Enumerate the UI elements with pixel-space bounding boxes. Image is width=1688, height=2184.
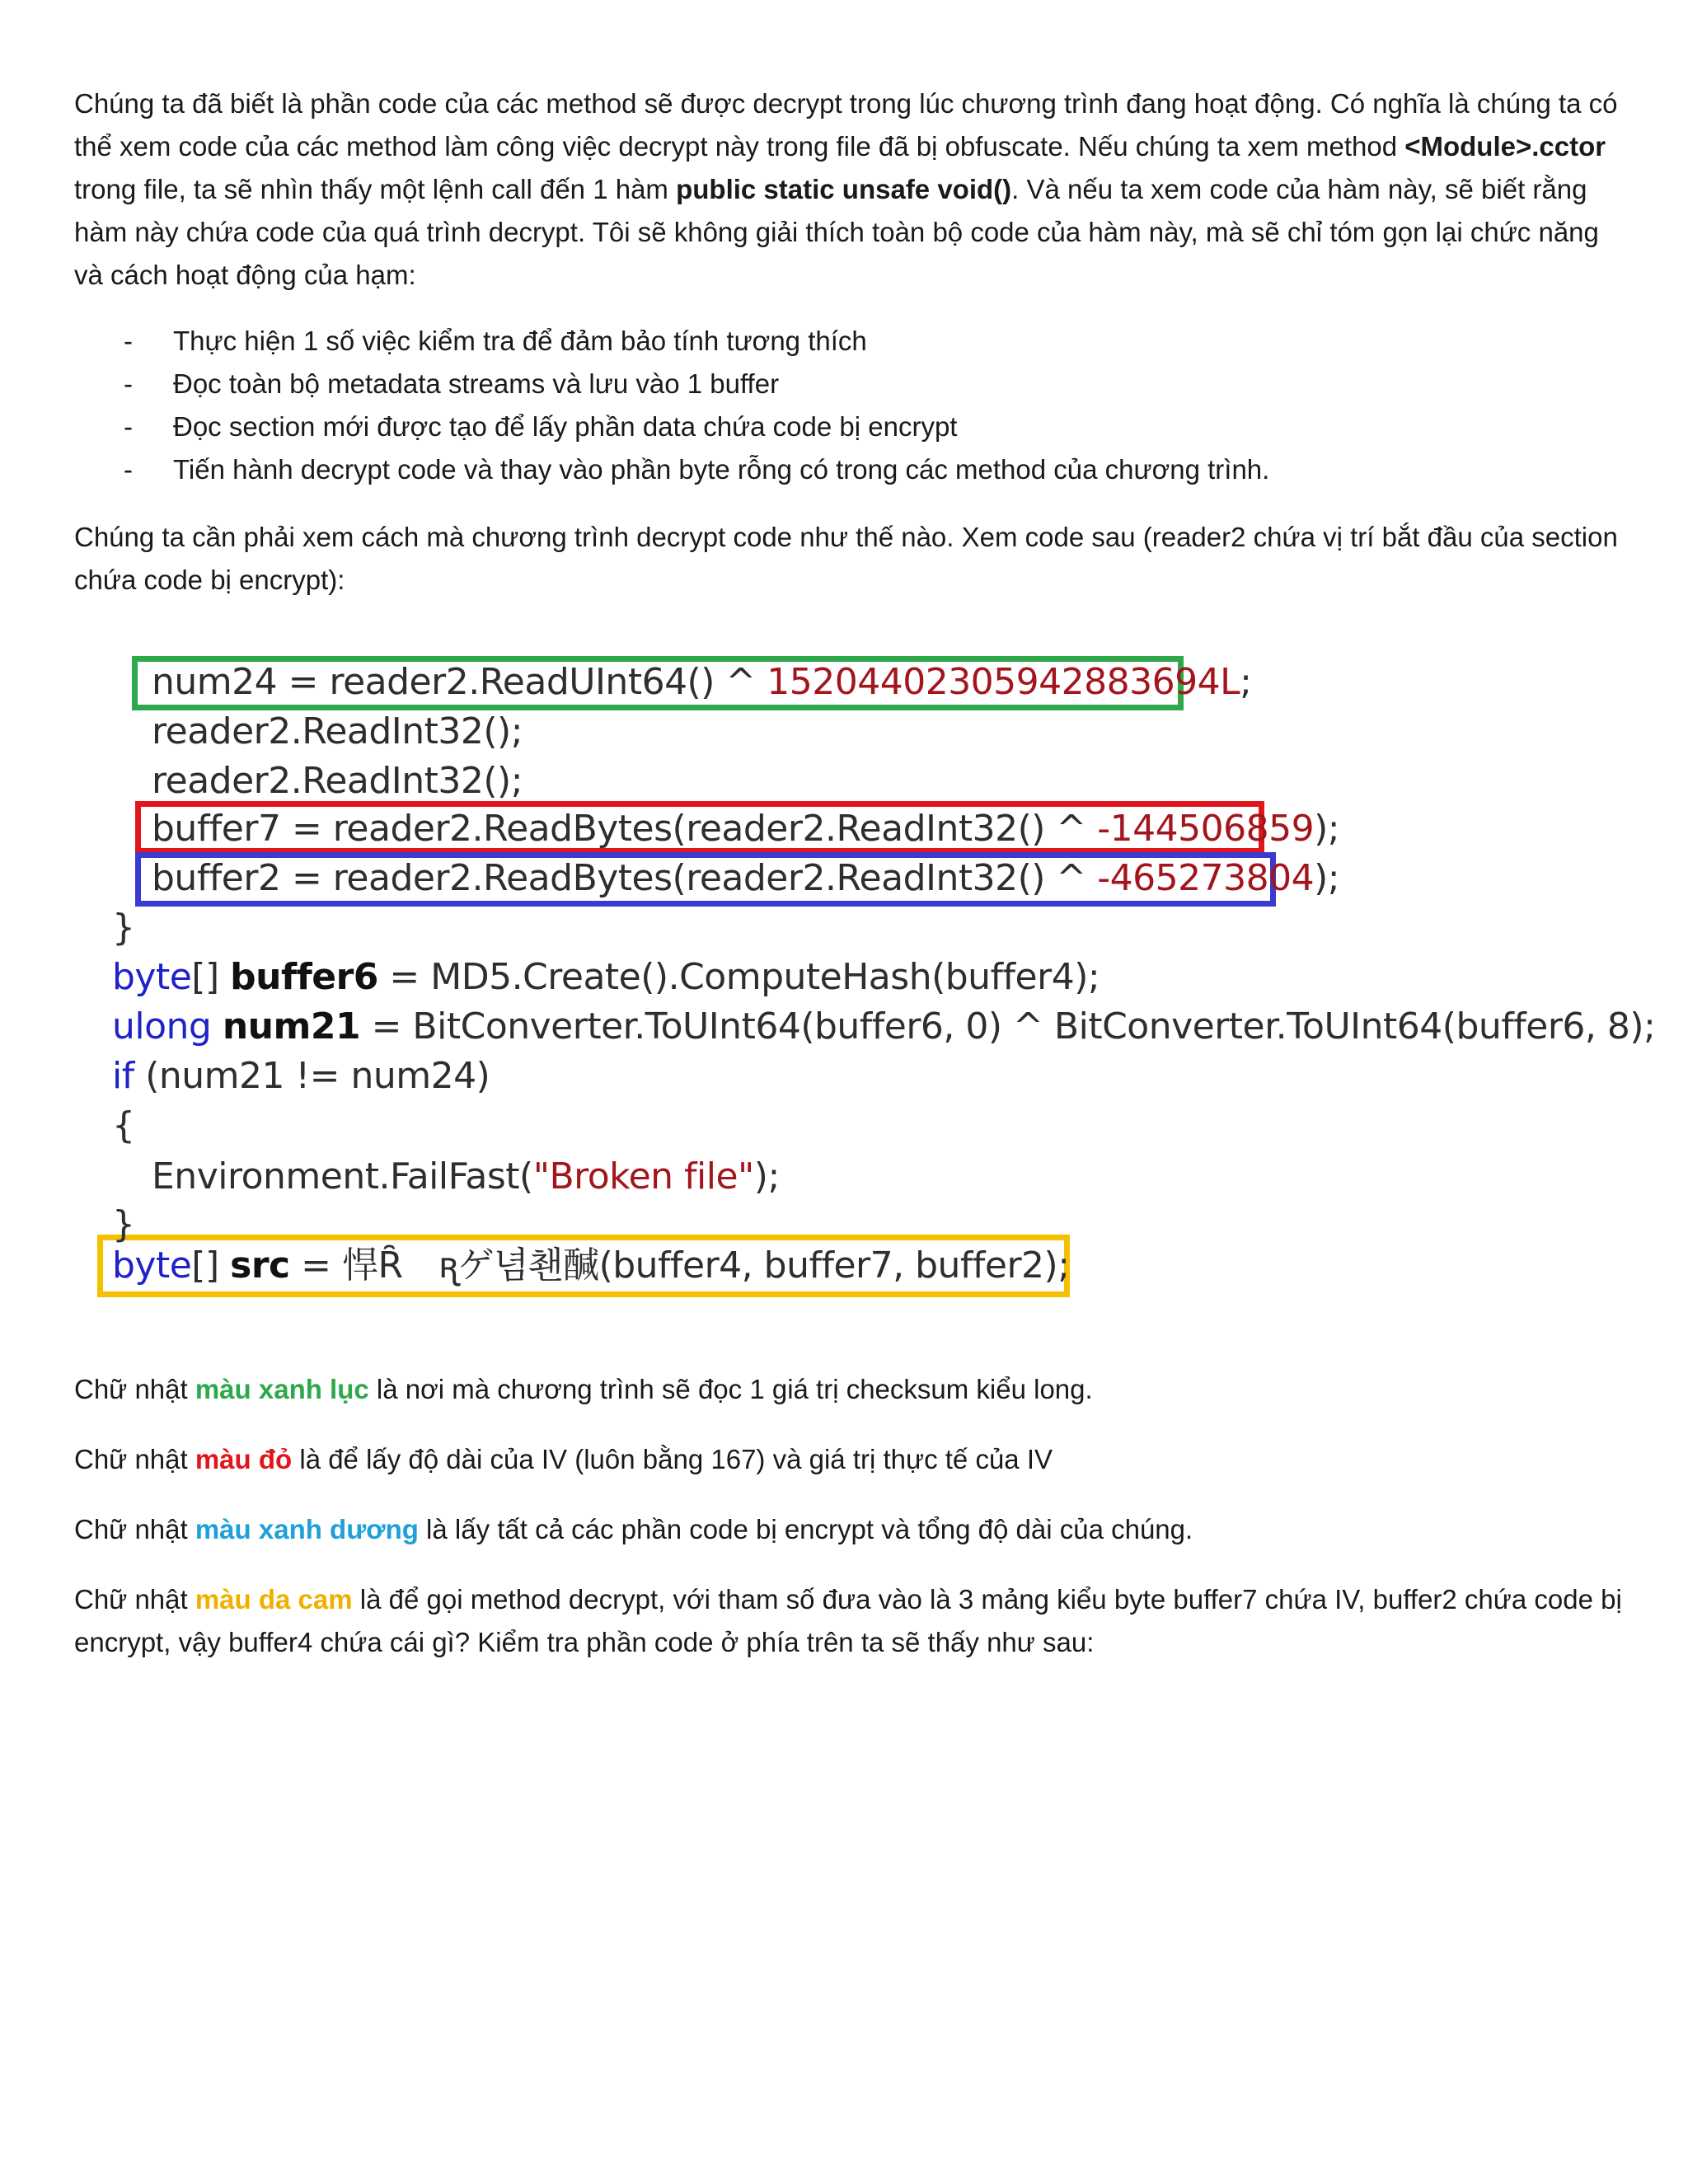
code-line-3: reader2.ReadInt32(); [152, 760, 523, 802]
note-blue: Chữ nhật màu xanh dương là lấy tất cả các phần code bị encrypt và tổng độ dài của chúng. [74, 1514, 1193, 1544]
code-line-11: Environment.FailFast("Broken file"); [152, 1155, 780, 1197]
highlight-orange-text: màu da cam [195, 1584, 353, 1615]
note-green: Chữ nhật màu xanh lục là nơi mà chương trình sẽ đọc 1 giá trị checksum kiểu long. [74, 1374, 1093, 1404]
code-intro-paragraph: Chúng ta cần phải xem cách mà chương trình decrypt code như thế nào. Xem code sau (reader2 chứa vị trí bắt đầu của section chứa code bị encrypt): [74, 522, 1618, 595]
bullet-list [74, 320, 1624, 491]
list-item-text: Đọc section mới được tạo để lấy phần data chứa code bị encrypt [173, 411, 958, 442]
note-red: Chữ nhật màu đỏ là để lấy độ dài của IV (luôn bằng 167) và giá trị thực tế của IV [74, 1444, 1053, 1474]
bullet-dash: - [124, 368, 133, 399]
code-screenshot [74, 651, 1656, 1327]
bullet-dash: - [124, 411, 133, 442]
code-line-6: } [112, 907, 135, 949]
intro-text-1: Chúng ta đã biết là phần code của các method sẽ được decrypt trong lúc chương trình đang hoạt động. Có nghĩa là chúng ta có thể xem code của các method làm công việc decrypt này trong file đã bị obfuscate. Nếu chúng ta xem method [74, 88, 1618, 162]
code-line-12: } [112, 1203, 135, 1245]
code-line-10: { [112, 1104, 135, 1146]
list-item [74, 405, 1624, 448]
code-line-5: buffer2 = reader2.ReadBytes(reader2.ReadInt32() ^ -465273804); [152, 857, 1340, 899]
code-line-8: ulong num21 = BitConverter.ToUInt64(buffer6, 0) ^ BitConverter.ToUInt64(buffer6, 8); [112, 1005, 1656, 1047]
intro-bold-module-cctor: <Module>.cctor [1404, 131, 1606, 162]
list-item-text: Đọc toàn bộ metadata streams và lưu vào 1 buffer [173, 368, 780, 399]
code-line-13: byte[] src = 悍Ȓ ꭆゲ념쵄醎(buffer4, buffer7, buffer2); [112, 1244, 1070, 1286]
bullet-dash: - [124, 454, 133, 485]
highlight-red-text: màu đỏ [195, 1444, 293, 1474]
intro-text-3: . Và nếu ta xem code của hàm này, sẽ biết rằng hàm này chứa code của quá trình decrypt. Tôi sẽ không giải thích toàn bộ code của hàm này, mà sẽ chỉ tóm gọn lại chức năng và cách hoạt động của hạm: [74, 174, 1599, 290]
list-item [74, 448, 1624, 491]
code-line-7: byte[] buffer6 = MD5.Create().ComputeHash(buffer4); [112, 956, 1100, 998]
intro-text-2: trong file, ta sẽ nhìn thấy một lệnh call đến 1 hàm [74, 174, 677, 204]
code-line-2: reader2.ReadInt32(); [152, 710, 523, 752]
intro-bold-signature: public static unsafe void() [676, 174, 1012, 204]
list-item-text: Thực hiện 1 số việc kiểm tra để đảm bảo tính tương thích [173, 326, 867, 356]
note-orange: Chữ nhật màu da cam là để gọi method decrypt, với tham số đưa vào là 3 mảng kiểu byte buffer7 chứa IV, buffer2 chứa code bị encrypt, vậy buffer4 chứa cái gì? Kiểm tra phần code ở phía trên ta sẽ thấy như sau: [74, 1584, 1622, 1657]
highlight-blue-text: màu xanh dương [195, 1514, 419, 1544]
list-item [74, 320, 1624, 363]
list-item [74, 363, 1624, 405]
code-line-9: if (num21 != num24) [112, 1055, 490, 1097]
code-line-4: buffer7 = reader2.ReadBytes(reader2.ReadInt32() ^ -144506859); [152, 808, 1340, 850]
document-page [74, 82, 1656, 1691]
bullet-dash: - [124, 326, 133, 356]
intro-paragraph [74, 82, 1624, 297]
highlight-green-text: màu xanh lục [195, 1374, 369, 1404]
code-line-1: num24 = reader2.ReadUInt64() ^ 15204402305942883694L; [152, 661, 1252, 703]
list-item-text: Tiến hành decrypt code và thay vào phần byte rỗng có trong các method của chương trình. [173, 454, 1270, 485]
